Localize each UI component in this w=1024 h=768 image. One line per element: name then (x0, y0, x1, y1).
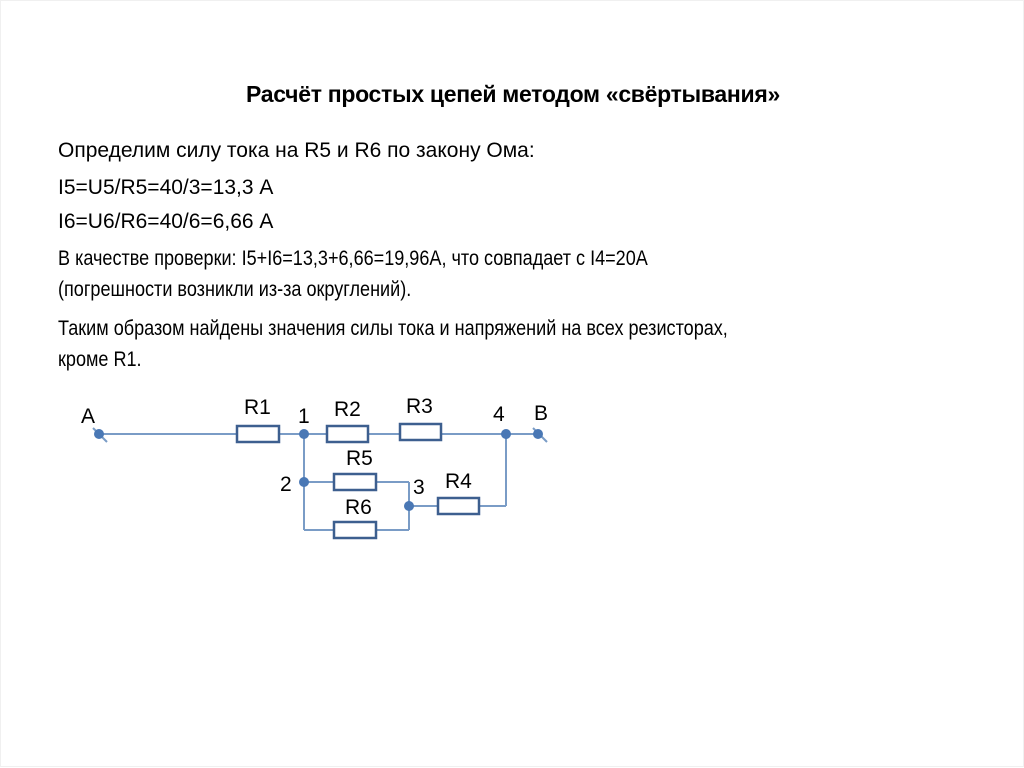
paragraph-conclusion-line2: кроме R1. (58, 348, 142, 371)
resistor-r6 (334, 522, 376, 538)
resistor-r2 (327, 426, 368, 442)
terminal-a-dot (94, 429, 104, 439)
resistor-r1 (237, 426, 279, 442)
resistor-r4-label: R4 (445, 470, 472, 493)
paragraph-check-line2: (погрешности возникли из-за округлений). (58, 278, 412, 301)
circuit-diagram (1, 1, 1024, 768)
node-4-dot (501, 429, 511, 439)
resistor-r1-label: R1 (244, 396, 271, 419)
resistor-r3 (400, 424, 441, 440)
node-4-label: 4 (493, 403, 505, 426)
paragraph-ohm-intro: Определим силу тока на R5 и R6 по закону Ома: (58, 139, 535, 162)
node-1-label: 1 (298, 405, 310, 428)
terminal-b-dot (533, 429, 543, 439)
slide-title: Расчёт простых цепей методом «свёртывания» (246, 81, 780, 107)
node-3-label: 3 (413, 476, 425, 499)
formula-i5: I5=U5/R5=40/3=13,3 А (58, 176, 274, 199)
resistor-r5-label: R5 (346, 447, 373, 470)
node-1-dot (299, 429, 309, 439)
resistor-r2-label: R2 (334, 398, 361, 421)
node-2-label: 2 (280, 473, 292, 496)
node-3-dot (404, 501, 414, 511)
resistor-r6-label: R6 (345, 496, 372, 519)
terminal-a-label: A (81, 405, 96, 428)
node-2-dot (299, 477, 309, 487)
resistor-r4 (438, 498, 479, 514)
resistor-r3-label: R3 (406, 395, 433, 418)
terminal-b-label: B (534, 402, 549, 425)
paragraph-check-line1: В качестве проверки: I5+I6=13,3+6,66=19,96А, что совпадает с I4=20А (58, 247, 648, 270)
paragraph-conclusion-line1: Таким образом найдены значения силы тока и напряжений на всех резисторах, (58, 317, 728, 340)
formula-i6: I6=U6/R6=40/6=6,66 А (58, 210, 274, 233)
resistor-r5 (334, 474, 376, 490)
